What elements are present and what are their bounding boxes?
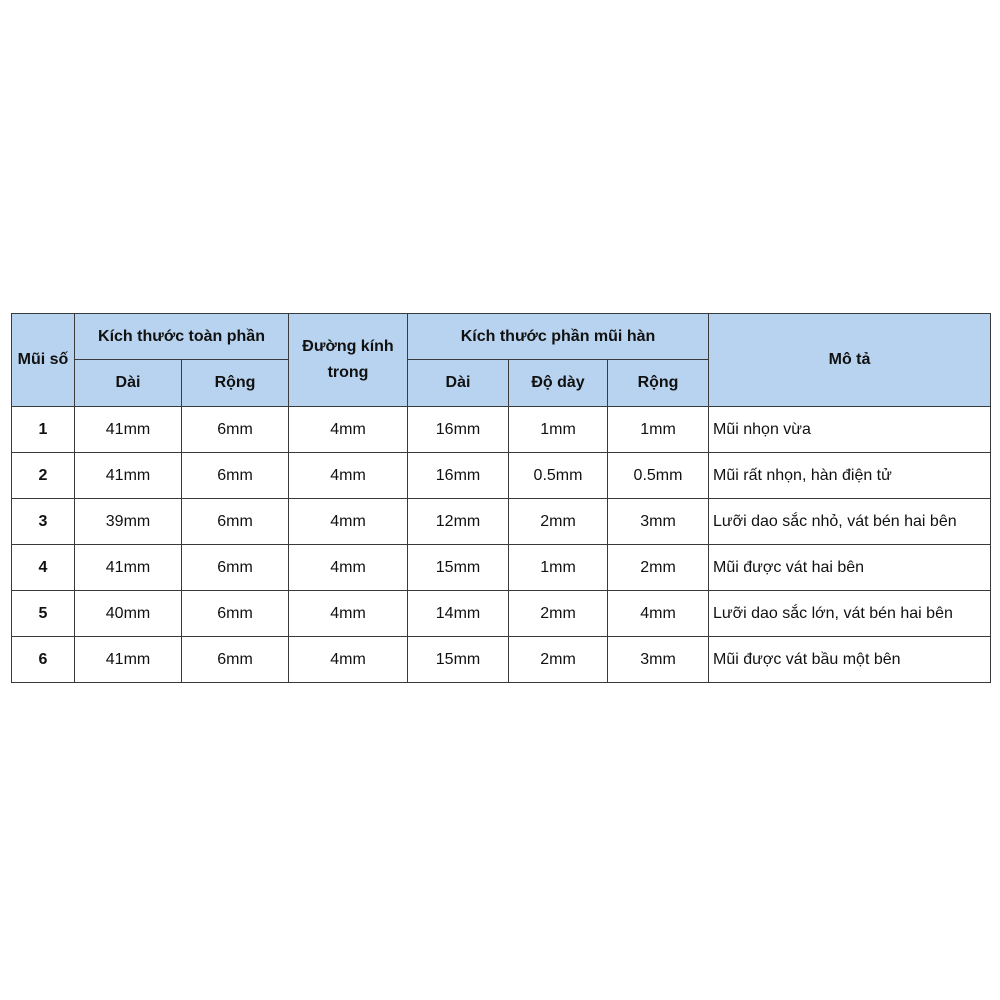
table-row	[12, 499, 991, 545]
cell-description: Mũi được vát bầu một bên	[709, 637, 991, 683]
header-tip-width: Rộng	[608, 360, 709, 407]
cell-inner-diameter: 4mm	[289, 591, 408, 637]
cell-overall-width: 6mm	[182, 545, 289, 591]
cell-tip-thickness: 2mm	[509, 637, 608, 683]
table-row	[12, 591, 991, 637]
cell-tip-thickness: 2mm	[509, 499, 608, 545]
cell-overall-length: 41mm	[75, 637, 182, 683]
header-overall-width: Rộng	[182, 360, 289, 407]
header-description: Mô tả	[709, 314, 991, 407]
cell-inner-diameter: 4mm	[289, 637, 408, 683]
cell-tip-length: 12mm	[408, 499, 509, 545]
cell-description: Mũi nhọn vừa	[709, 407, 991, 453]
cell-description: Lưỡi dao sắc lớn, vát bén hai bên	[709, 591, 991, 637]
cell-inner-diameter: 4mm	[289, 545, 408, 591]
cell-overall-width: 6mm	[182, 637, 289, 683]
cell-overall-length: 39mm	[75, 499, 182, 545]
cell-tip-no: 3	[12, 499, 75, 545]
header-inner-diameter: Đường kính trong	[289, 314, 408, 407]
cell-description: Lưỡi dao sắc nhỏ, vát bén hai bên	[709, 499, 991, 545]
cell-description: Mũi rất nhọn, hàn điện tử	[709, 453, 991, 499]
table-row	[12, 637, 991, 683]
cell-description: Mũi được vát hai bên	[709, 545, 991, 591]
cell-tip-no: 6	[12, 637, 75, 683]
cell-tip-length: 16mm	[408, 453, 509, 499]
table-row	[12, 407, 991, 453]
cell-inner-diameter: 4mm	[289, 453, 408, 499]
cell-tip-thickness: 1mm	[509, 545, 608, 591]
cell-tip-width: 4mm	[608, 591, 709, 637]
cell-inner-diameter: 4mm	[289, 499, 408, 545]
cell-overall-length: 40mm	[75, 591, 182, 637]
cell-tip-length: 15mm	[408, 545, 509, 591]
cell-tip-thickness: 0.5mm	[509, 453, 608, 499]
cell-tip-thickness: 2mm	[509, 591, 608, 637]
table-row	[12, 545, 991, 591]
cell-tip-no: 1	[12, 407, 75, 453]
cell-overall-length: 41mm	[75, 407, 182, 453]
cell-tip-width: 3mm	[608, 499, 709, 545]
header-overall-size: Kích thước toàn phần	[75, 314, 289, 360]
table-row	[12, 453, 991, 499]
cell-overall-length: 41mm	[75, 545, 182, 591]
cell-tip-length: 15mm	[408, 637, 509, 683]
solder-tip-spec-table	[11, 313, 991, 683]
header-tip-thickness: Độ dày	[509, 360, 608, 407]
cell-tip-no: 2	[12, 453, 75, 499]
cell-overall-width: 6mm	[182, 407, 289, 453]
cell-tip-thickness: 1mm	[509, 407, 608, 453]
header-tip-no: Mũi số	[12, 314, 75, 407]
header-row-1	[12, 314, 991, 360]
cell-tip-length: 16mm	[408, 407, 509, 453]
cell-overall-width: 6mm	[182, 499, 289, 545]
table-header	[12, 314, 991, 407]
header-tip-size: Kích thước phần mũi hàn	[408, 314, 709, 360]
cell-tip-length: 14mm	[408, 591, 509, 637]
cell-tip-width: 3mm	[608, 637, 709, 683]
cell-tip-width: 1mm	[608, 407, 709, 453]
spec-table-container	[11, 313, 990, 683]
cell-tip-no: 5	[12, 591, 75, 637]
cell-tip-no: 4	[12, 545, 75, 591]
header-overall-length: Dài	[75, 360, 182, 407]
cell-tip-width: 0.5mm	[608, 453, 709, 499]
cell-tip-width: 2mm	[608, 545, 709, 591]
cell-overall-length: 41mm	[75, 453, 182, 499]
cell-overall-width: 6mm	[182, 453, 289, 499]
cell-overall-width: 6mm	[182, 591, 289, 637]
cell-inner-diameter: 4mm	[289, 407, 408, 453]
header-tip-length: Dài	[408, 360, 509, 407]
table-body	[12, 407, 991, 683]
